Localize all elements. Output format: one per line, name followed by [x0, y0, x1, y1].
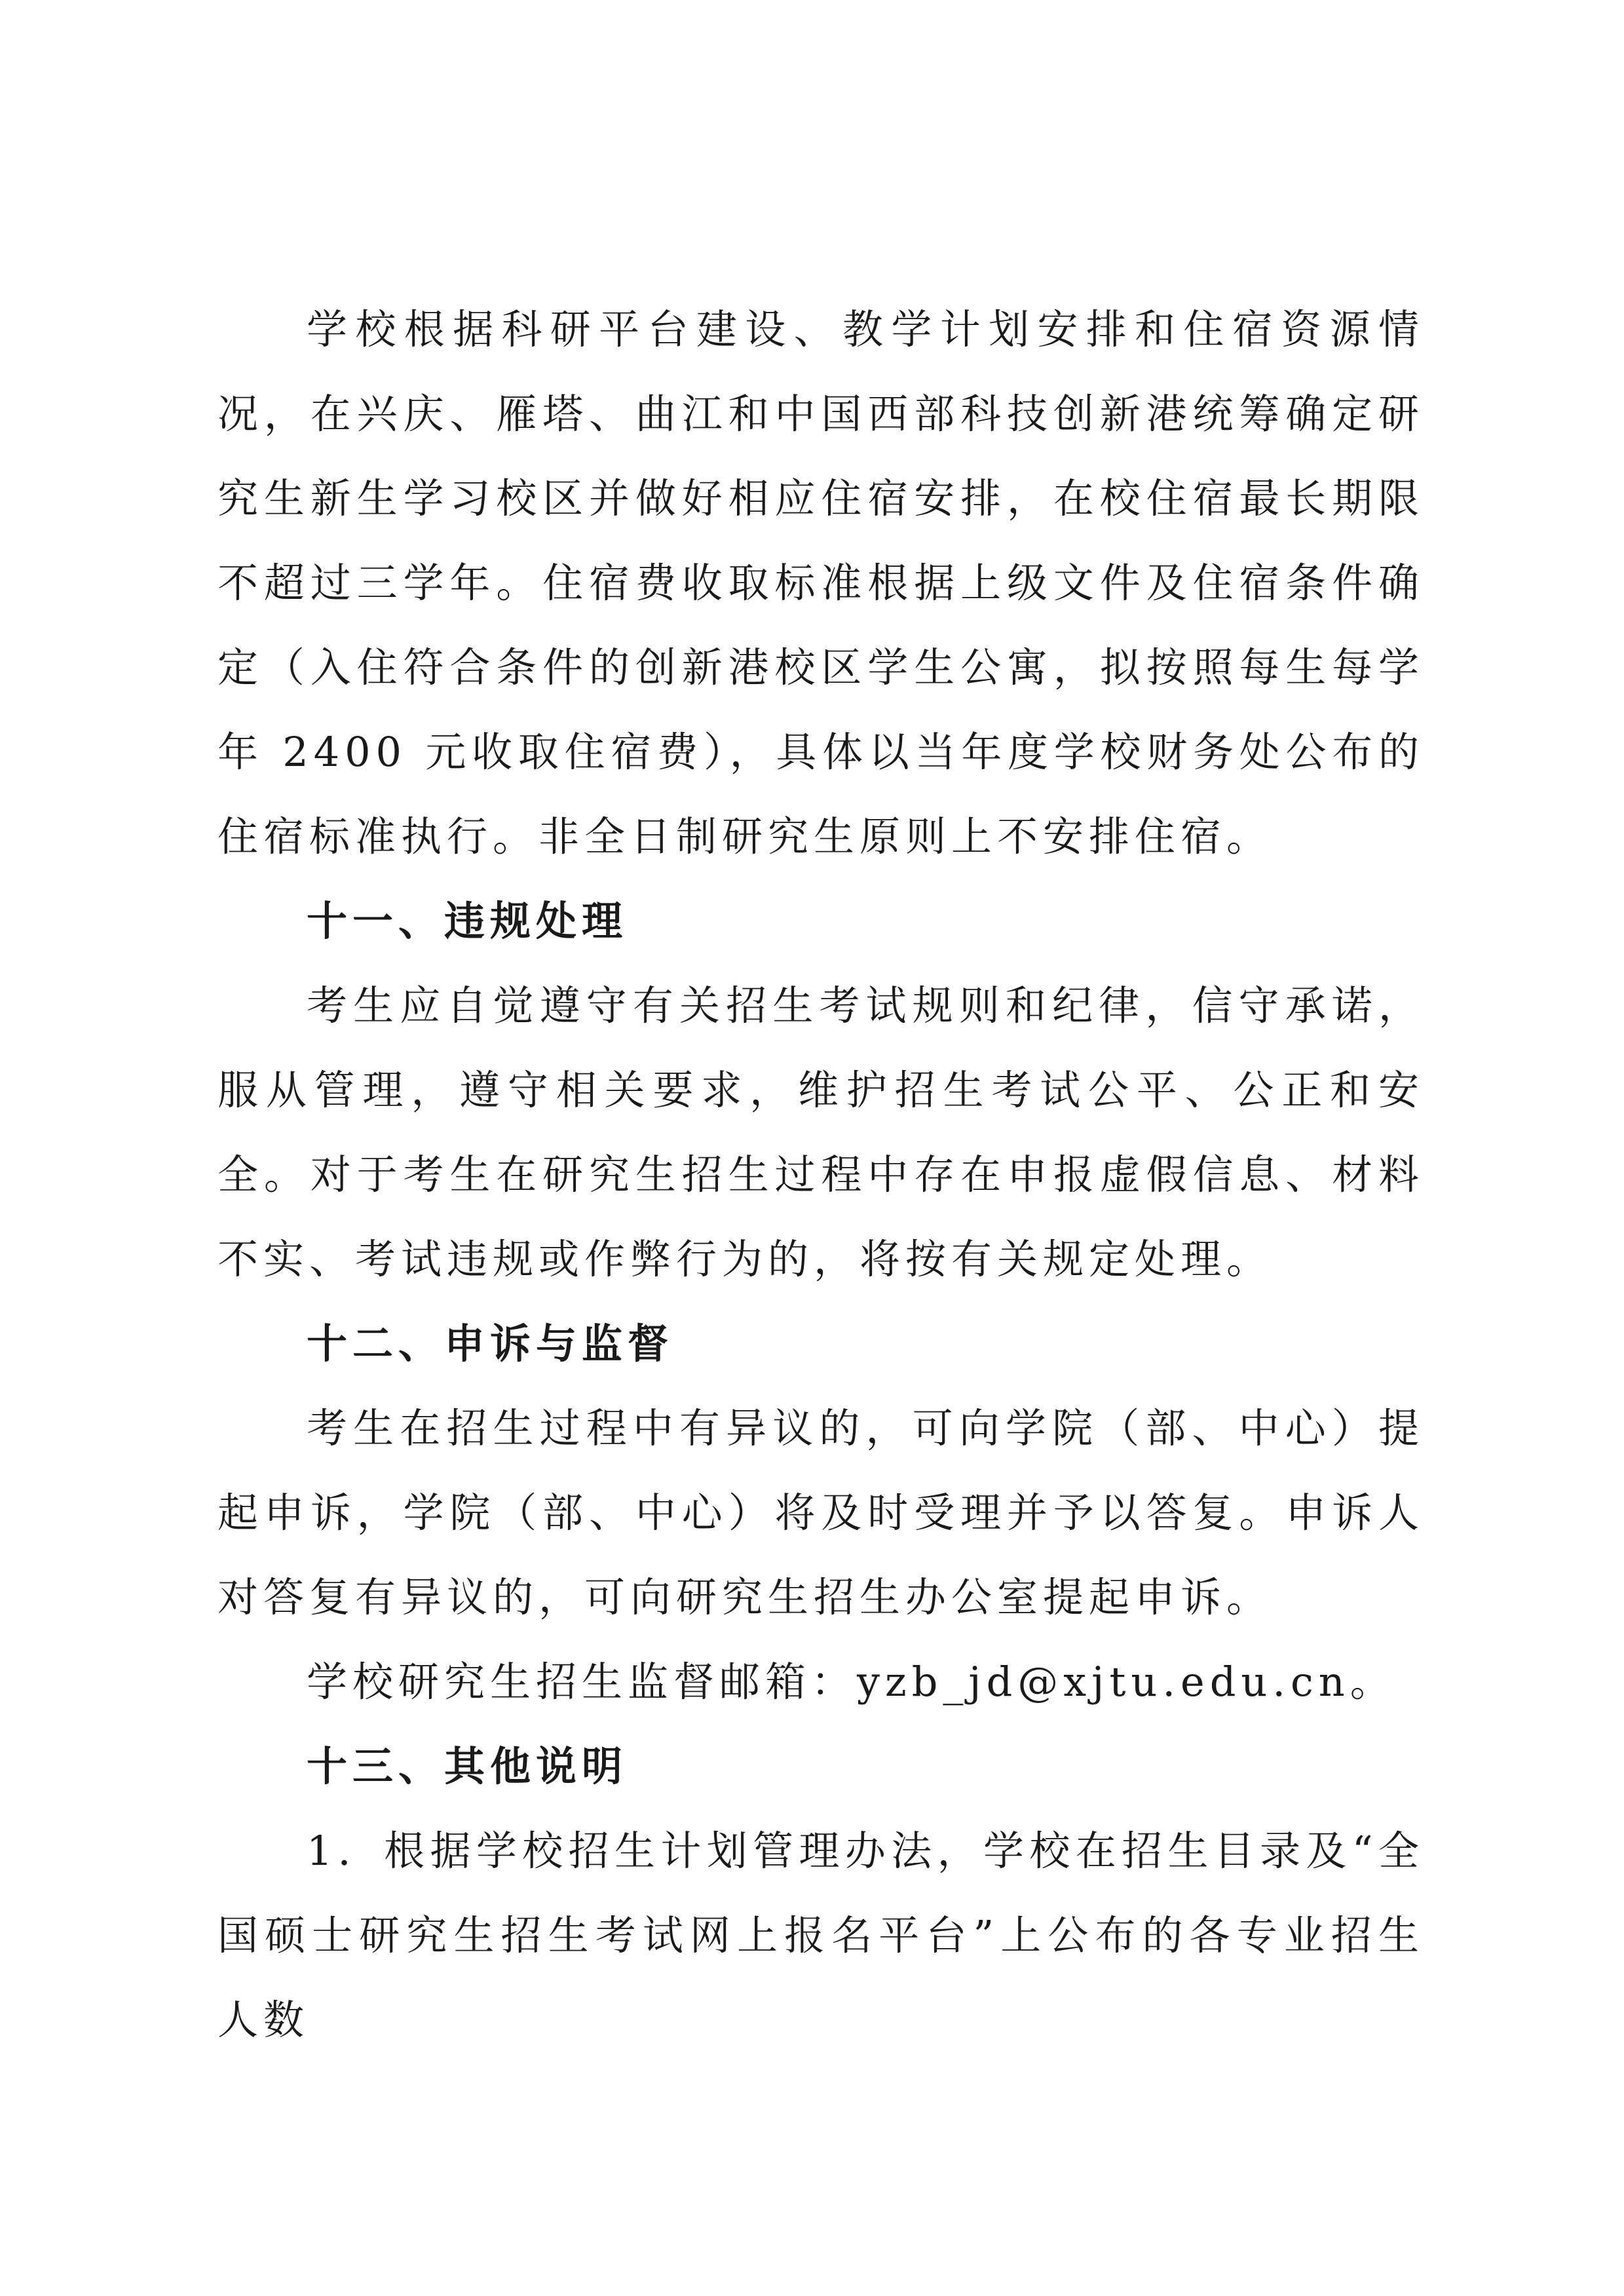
section-heading-violations: 十一、违规处理 [307, 897, 628, 945]
section-heading-other: 十三、其他说明 [307, 1742, 628, 1790]
paragraph-violations: 考生应自觉遵守有关招生考试规则和纪律，信守承诺，服从管理，遵守相关要求，维护招生考试公平、公正和安全。对于考生在研究生招生过程中存在申报虚假信息、材料不实、考试违规或作弊行为的，将按有关规定处理。 [217, 982, 1424, 1283]
paragraph-other-1: 1．根据学校招生计划管理办法，学校在招生目录及“全国硕士研究生招生考试网上报名平台”上公布的各专业招生人数 [217, 1827, 1424, 2044]
paragraph-supervision-email: 学校研究生招生监督邮箱：yzb_jd@xjtu.edu.cn。 [307, 1658, 1396, 1706]
section-heading-appeals: 十二、申诉与监督 [307, 1320, 674, 1368]
paragraph-appeals: 考生在招生过程中有异议的，可向学院（部、中心）提起申诉，学院（部、中心）将及时受理并予以答复。申诉人对答复有异议的，可向研究生招生办公室提起申诉。 [217, 1404, 1424, 1621]
document-body [217, 287, 1424, 2062]
paragraph-accommodation: 学校根据科研平台建设、教学计划安排和住宿资源情况，在兴庆、雁塔、曲江和中国西部科技创新港统筹确定研究生新生学习校区并做好相应住宿安排，在校住宿最长期限不超过三学年。住宿费收取标准根据上级文件及住宿条件确定（入住符合条件的创新港校区学生公寓，拟按照每生每学年 2400 元收取住宿费），具体以当年度学校财务处公布的住宿标准执行。非全日制研究生原则上不安排住宿。 [217, 305, 1424, 860]
